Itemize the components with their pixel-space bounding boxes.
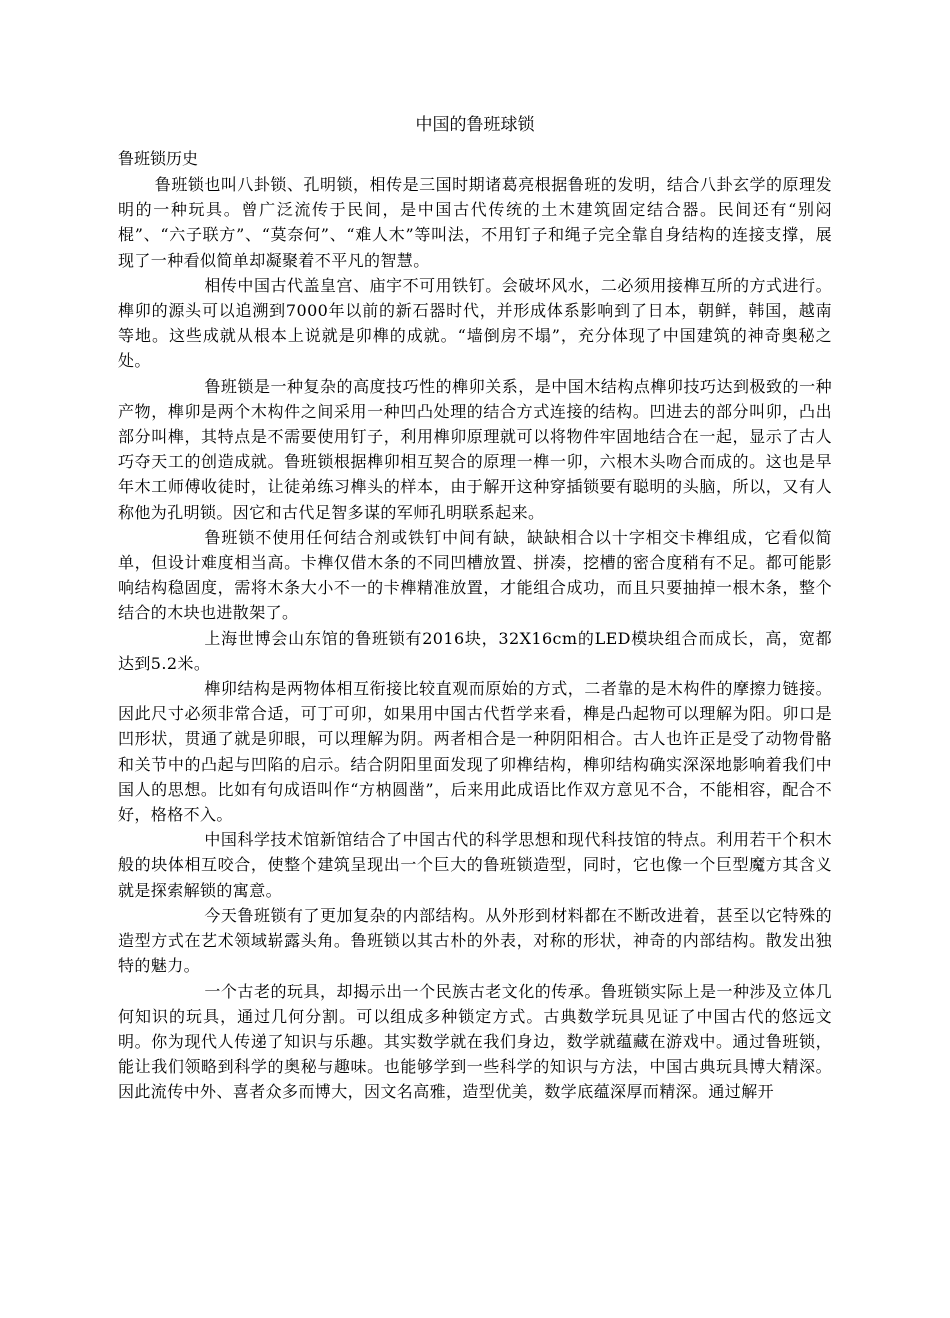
paragraph-3: 鲁班锁是一种复杂的高度技巧性的榫卯关系，是中国木结构点榫卯技巧达到极致的一种产物，榫卯是两个木构件之间采用一种凹凸处理的结合方式连接的结构。凹进去的部分叫卯，凸出部分叫榫，其特点是不需要使用钉子，利用榫卯原理就可以将物件牢固地结合在一起，显示了古人巧夺天工的创造成就。鲁班锁根据榫卯相互契合的原理一榫一卯，六根木头吻合而成的。这也是早年木工师傅收徒时，让徒弟练习榫头的样本，由于解开这种穿插锁要有聪明的头脑，所以，又有人称他为孔明锁。因它和古代足智多谋的军师孔明联系起来。 [118, 376, 832, 522]
paragraph-6: 榫卯结构是两物体相互衔接比较直观而原始的方式，二者靠的是木构件的摩擦力链接。因此尺寸必须非常合适，可丁可卯，如果用中国古代哲学来看，榫是凸起物可以理解为阳。卯口是凹形状，贯通了就是卯眼，可以理解为阴。两者相合是一种阴阳相合。古人也许正是受了动物骨骼和关节中的凸起与凹陷的启示。结合阴阳里面发现了卯榫结构，榫卯结构确实深深地影响着我们中国人的思想。比如有句成语叫作“方枘圆凿”，后来用此成语比作双方意见不合，不能相容，配合不好，格格不入。 [118, 679, 832, 825]
paragraph-5: 上海世博会山东馆的鲁班锁有2016块，32X16cm的LED模块组合而成长，高，宽都达到5.2米。 [118, 628, 832, 673]
paragraph-2: 相传中国古代盖皇宫、庙宇不可用铁钉。会破坏风水，二必须用接榫互所的方式进行。榫卯的源头可以追溯到7000年以前的新石器时代，并形成体系影响到了日本，朝鲜，韩国，越南等地。这些成就从根本上说就是卯榫的成就。“墙倒房不塌”，充分体现了中国建筑的神奇奥秘之处。 [118, 275, 832, 371]
document-page [118, 112, 832, 1105]
paragraph-4: 鲁班锁不使用任何结合剂或铁钉中间有缺，缺缺相合以十字相交卡榫组成，它看似简单，但设计难度相当高。卡榫仅借木条的不同凹槽放置、拼凑，挖槽的密合度稍有不足。都可能影响结构稳固度，需将木条大小不一的卡榫精准放置，才能组合成功，而且只要抽掉一根木条，整个结合的木块也进散架了。 [118, 527, 832, 623]
paragraph-9: 一个古老的玩具，却揭示出一个民族古老文化的传承。鲁班锁实际上是一种涉及立体几何知识的玩具，通过几何分割。可以组成多种锁定方式。古典数学玩具见证了中国古代的悠远文明。你为现代人传递了知识与乐趣。其实数学就在我们身边，数学就蕴藏在游戏中。通过鲁班锁，能让我们领略到科学的奥秘与趣味。也能够学到一些科学的知识与方法，中国古典玩具博大精深。因此流传中外、喜者众多而博大，因文名高雅，造型优美，数学底蕴深厚而精深。通过解开 [118, 981, 832, 1102]
section-heading: 鲁班锁历史 [118, 149, 199, 168]
paragraph-7: 中国科学技术馆新馆结合了中国古代的科学思想和现代科技馆的特点。利用若干个积木般的块体相互咬合，使整个建筑呈现出一个巨大的鲁班锁造型，同时，它也像一个巨型魔方其含义就是探索解锁的寓意。 [118, 830, 832, 900]
paragraph-8: 今天鲁班锁有了更加复杂的内部结构。从外形到材料都在不断改进着，甚至以它特殊的造型方式在艺术领域崭露头角。鲁班锁以其古朴的外表，对称的形状，神奇的内部结构。散发出独特的魅力。 [118, 905, 832, 976]
paragraph-1: 鲁班锁也叫八卦锁、孔明锁，相传是三国时期诸葛亮根据鲁班的发明，结合八卦玄学的原理发明的一种玩具。曾广泛流传于民间，是中国古代传统的土木建筑固定结合器。民间还有“别闷棍”、“六子联方”、“莫奈何”、“难人木”等叫法，不用钉子和绳子完全靠自身结构的连接支撑，展现了一种看似简单却凝聚着不平凡的智慧。 [118, 175, 832, 270]
document-title: 中国的鲁班球锁 [415, 115, 535, 135]
